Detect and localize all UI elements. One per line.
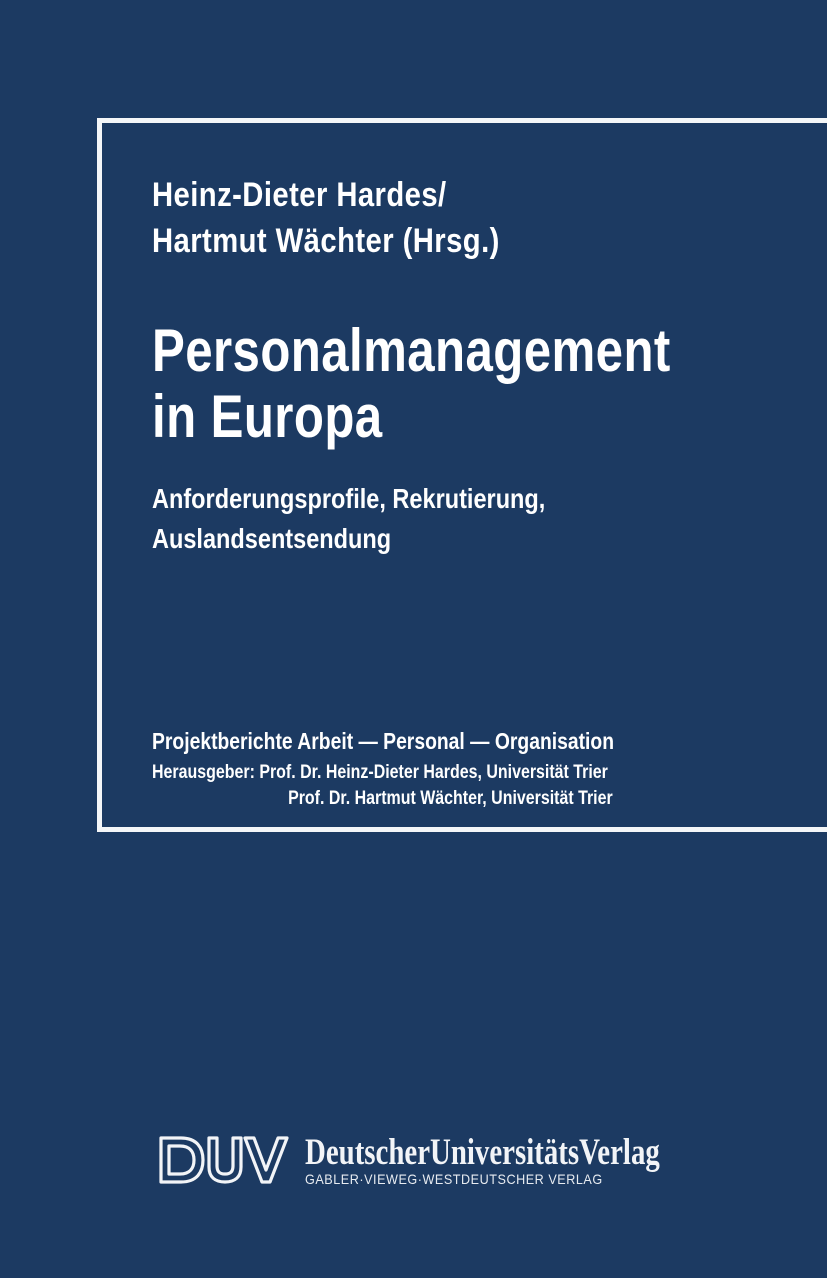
author-line-2: Hartmut Wächter (Hrsg.) (152, 222, 500, 260)
title-line-1: Personalmanagement (152, 317, 671, 384)
editor-line-1: Herausgeber: Prof. Dr. Heinz-Dieter Hardes, Universität Trier (152, 762, 608, 783)
duv-logo-icon (157, 1132, 295, 1188)
editor-line-2: Prof. Dr. Hartmut Wächter, Universität Trier (288, 788, 613, 809)
book-subtitle (152, 479, 545, 559)
series-editors (152, 760, 613, 812)
subtitle-line-2: Auslandsentsendung (152, 523, 392, 554)
publisher-block (157, 1132, 757, 1202)
title-line-2: in Europa (152, 383, 383, 450)
series-title: Projektberichte Arbeit — Personal — Organisation (152, 728, 615, 754)
subtitle-line-1: Anforderungsprofile, Rekrutierung, (152, 483, 546, 514)
publisher-name: DeutscherUniversitätsVerlag (305, 1132, 660, 1173)
book-title (152, 318, 671, 450)
author-line-1: Heinz-Dieter Hardes/ (152, 176, 447, 214)
authors (152, 172, 500, 264)
publisher-imprints: GABLER·VIEWEG·WESTDEUTSCHER VERLAG (305, 1171, 603, 1187)
